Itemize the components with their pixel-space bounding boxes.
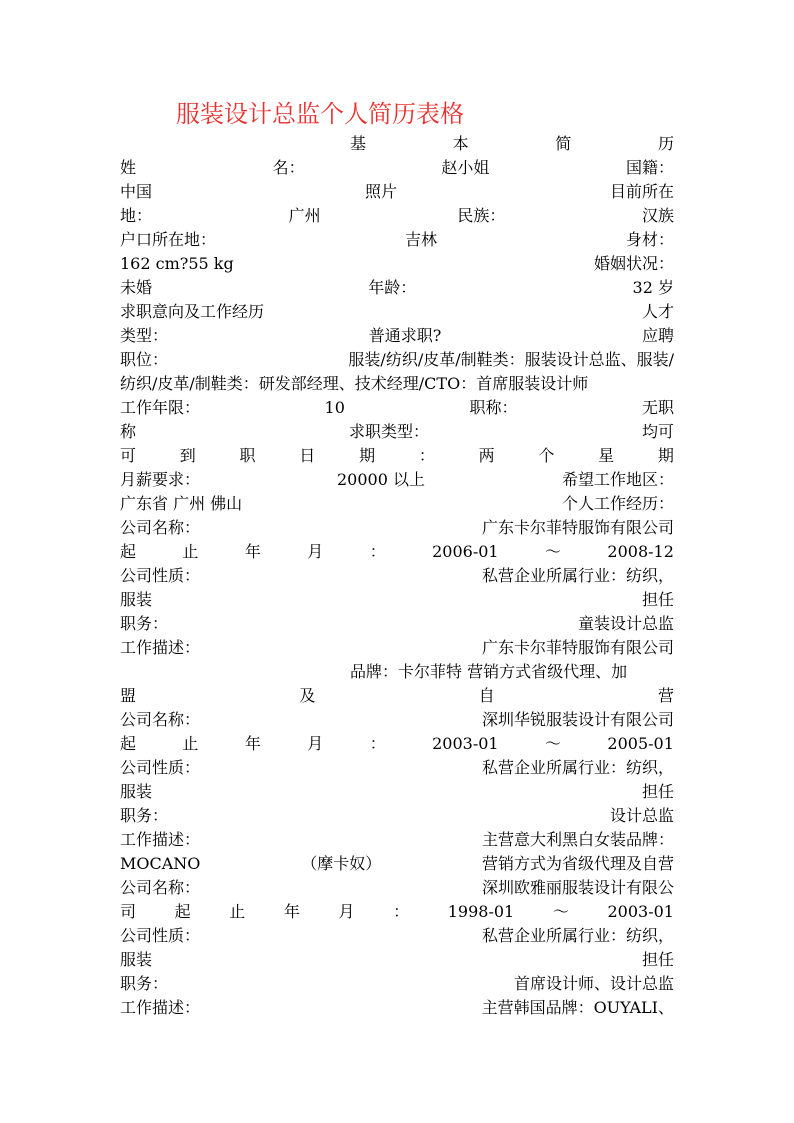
document-title: 服装设计总监个人简历表格 <box>176 100 464 128</box>
text-segment: 日 <box>299 446 316 465</box>
text-segment: 公司名称： <box>120 710 201 729</box>
text-segment: 个人工作经历： <box>561 494 674 513</box>
text-segment: 公司性质： <box>120 926 201 945</box>
text-segment: 32 岁 <box>632 278 674 297</box>
text-line <box>120 132 674 156</box>
text-segment: 广东卡尔菲特服饰有限公司 <box>481 518 674 537</box>
text-segment: 广州 <box>288 206 321 225</box>
text-segment: （摩卡奴） <box>301 854 382 873</box>
text-segment: 月 <box>307 542 324 561</box>
text-segment: 私营企业所属行业：纺织， <box>481 758 674 777</box>
text-line <box>120 228 674 252</box>
text-segment: 公司名称： <box>120 878 201 897</box>
text-segment: 目前所在 <box>609 182 674 201</box>
text-line <box>120 468 674 492</box>
text-line <box>120 396 674 420</box>
text-segment: 1998-01 <box>447 902 515 921</box>
text-segment: 公司性质： <box>120 566 201 585</box>
text-line <box>120 948 674 972</box>
text-segment: 纺织/皮革/制鞋类：研发部经理、技术经理/CTO：首席服装设计师 <box>120 374 589 393</box>
text-segment: 公司名称： <box>120 518 201 537</box>
text-line <box>120 252 674 276</box>
text-segment: 20000 以上 <box>337 470 425 489</box>
text-line <box>120 540 674 564</box>
text-line <box>120 180 674 204</box>
text-segment: 月 <box>307 734 324 753</box>
text-segment: 童装设计总监 <box>577 614 674 633</box>
text-line <box>120 612 674 636</box>
text-segment: ： <box>369 734 386 753</box>
text-line <box>120 900 674 924</box>
text-segment: ： <box>369 542 386 561</box>
text-segment: ： <box>393 902 410 921</box>
text-segment: 类型： <box>120 326 169 345</box>
text-segment: 服装/纺织/皮革/制鞋类：服装设计总监、服装/ <box>348 350 674 369</box>
text-segment: 止 <box>182 542 199 561</box>
text-segment: 首席设计师、设计总监 <box>513 974 674 993</box>
text-segment: 私营企业所属行业：纺织， <box>481 926 674 945</box>
text-line <box>120 492 674 516</box>
text-segment: 2005-01 <box>607 734 674 753</box>
text-segment: ～ <box>545 542 562 561</box>
text-segment: 汉族 <box>641 206 674 225</box>
text-segment: 主营韩国品牌：OUYALI、 <box>481 998 674 1017</box>
text-segment: 户口所在地： <box>120 230 217 249</box>
text-segment: ～ <box>552 902 569 921</box>
text-segment: 2008-12 <box>607 542 674 561</box>
text-line <box>120 828 674 852</box>
text-segment: 历 <box>657 134 674 153</box>
text-segment: 未婚 <box>120 278 153 297</box>
text-segment: 身材： <box>625 230 674 249</box>
text-segment: 工作描述： <box>120 638 201 657</box>
text-segment: 姓 <box>120 158 137 177</box>
text-segment: 基 <box>350 134 367 153</box>
text-line <box>120 852 674 876</box>
text-segment: 中国 <box>120 182 153 201</box>
text-line <box>120 660 674 684</box>
text-line <box>120 276 674 300</box>
text-segment: 年龄： <box>368 278 417 297</box>
text-line <box>120 444 674 468</box>
text-segment: 求职意向及工作经历 <box>120 302 265 321</box>
text-segment: 深圳华锐服装设计有限公司 <box>481 710 674 729</box>
text-line <box>120 972 674 996</box>
text-segment: 2003-01 <box>432 734 499 753</box>
text-segment: 司 <box>120 902 137 921</box>
text-segment: 月薪要求： <box>120 470 201 489</box>
text-line <box>120 804 674 828</box>
text-line <box>120 876 674 900</box>
text-segment: 162 cm?55 kg <box>120 254 234 273</box>
text-line <box>120 516 674 540</box>
text-line <box>120 684 674 708</box>
resume-page <box>120 96 674 1020</box>
text-segment: 应聘 <box>641 326 674 345</box>
text-segment: 月 <box>338 902 355 921</box>
text-segment: 国籍： <box>625 158 674 177</box>
text-line <box>120 420 674 444</box>
text-line <box>120 564 674 588</box>
text-line <box>120 708 674 732</box>
text-segment: 及 <box>299 686 316 705</box>
text-line <box>120 756 674 780</box>
text-segment: 品牌：卡尔菲特 营销方式省级代理、加 <box>350 662 628 681</box>
text-segment: 深圳欧雅丽服装设计有限公 <box>481 878 674 897</box>
text-segment: 期 <box>359 446 376 465</box>
text-segment: 可 <box>120 446 137 465</box>
text-line <box>120 372 674 396</box>
text-line <box>120 636 674 660</box>
text-line <box>120 348 674 372</box>
text-segment: 设计总监 <box>609 806 674 825</box>
text-segment: 吉林 <box>404 230 437 249</box>
text-segment: 称 <box>120 422 137 441</box>
text-segment: 到 <box>179 446 196 465</box>
text-line <box>120 996 674 1020</box>
text-segment: 广东省 广州 佛山 <box>120 494 243 513</box>
text-segment: 职务： <box>120 806 169 825</box>
text-segment: 2006-01 <box>432 542 499 561</box>
text-segment: ： <box>418 446 435 465</box>
text-segment: 2003-01 <box>607 902 674 921</box>
text-segment: 自 <box>478 686 495 705</box>
text-line <box>120 300 674 324</box>
text-segment: 年 <box>244 734 261 753</box>
text-line <box>120 924 674 948</box>
text-segment: 广东卡尔菲特服饰有限公司 <box>481 638 674 657</box>
text-segment: 止 <box>182 734 199 753</box>
text-segment: 工作年限： <box>120 398 201 417</box>
text-segment: 10 <box>324 398 345 417</box>
text-segment: 名： <box>272 158 305 177</box>
text-segment: 担任 <box>641 590 674 609</box>
text-segment: 人才 <box>641 302 674 321</box>
text-segment: 职 <box>239 446 256 465</box>
text-segment: 担任 <box>641 950 674 969</box>
text-segment: 个 <box>538 446 555 465</box>
text-segment: 星 <box>598 446 615 465</box>
text-segment: 职务： <box>120 614 169 633</box>
text-segment: 担任 <box>641 782 674 801</box>
text-line <box>120 324 674 348</box>
text-segment: 职务： <box>120 974 169 993</box>
text-segment: 起 <box>120 734 137 753</box>
text-segment: 私营企业所属行业：纺织， <box>481 566 674 585</box>
text-segment: 营销方式为省级代理及自营 <box>481 854 674 873</box>
text-line <box>120 156 674 180</box>
text-segment: 工作描述： <box>120 830 201 849</box>
text-segment: 求职类型： <box>348 422 429 441</box>
text-segment: 起 <box>120 542 137 561</box>
text-line <box>120 780 674 804</box>
text-segment: 年 <box>244 542 261 561</box>
text-segment: 服装 <box>120 782 153 801</box>
text-segment: 工作描述： <box>120 998 201 1017</box>
text-segment: 止 <box>229 902 246 921</box>
text-segment: 无职 <box>641 398 674 417</box>
text-segment: 职位： <box>120 350 169 369</box>
text-segment: 服装 <box>120 590 153 609</box>
text-segment: 希望工作地区： <box>561 470 674 489</box>
text-segment: 赵小姐 <box>441 158 490 177</box>
text-line <box>120 732 674 756</box>
text-line <box>120 204 674 228</box>
text-segment: 主营意大利黑白女装品牌： <box>481 830 674 849</box>
text-segment: 营 <box>657 686 674 705</box>
text-segment: 盟 <box>120 686 137 705</box>
text-segment: 期 <box>657 446 674 465</box>
text-segment: 均可 <box>641 422 674 441</box>
text-segment: 婚姻状况： <box>593 254 674 273</box>
text-segment: MOCANO <box>120 854 201 873</box>
text-line <box>120 588 674 612</box>
text-segment: 服装 <box>120 950 153 969</box>
text-segment: 本 <box>452 134 469 153</box>
text-segment: 公司性质： <box>120 758 201 777</box>
text-segment: 普通求职? <box>368 326 442 345</box>
text-segment: 照片 <box>364 182 397 201</box>
text-segment: 民族： <box>457 206 506 225</box>
text-segment: 起 <box>174 902 191 921</box>
resume-body <box>120 132 674 1020</box>
text-segment: 年 <box>283 902 300 921</box>
text-segment: 职称： <box>469 398 518 417</box>
text-segment: 简 <box>555 134 572 153</box>
text-segment: ～ <box>545 734 562 753</box>
text-segment: 两 <box>478 446 495 465</box>
text-segment: 地： <box>120 206 153 225</box>
